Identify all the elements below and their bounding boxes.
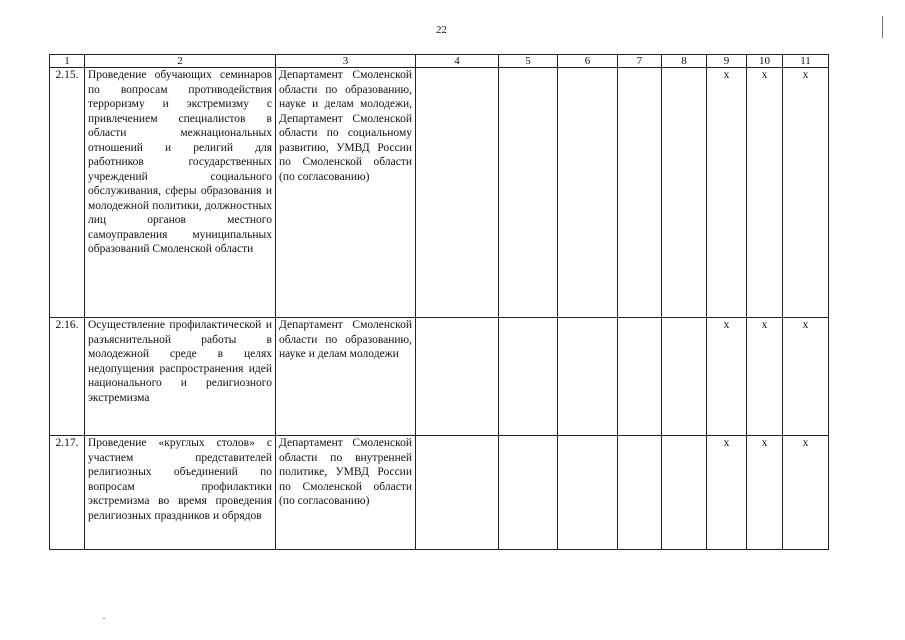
cell-col-5 — [499, 436, 558, 550]
column-header: 4 — [416, 55, 499, 68]
scan-speck — [103, 618, 105, 619]
cell-col-7 — [618, 436, 662, 550]
responsible-executor: Департамент Смоленской области по образованию, науке и делам молодежи — [276, 318, 416, 436]
column-header: 3 — [276, 55, 416, 68]
column-header: 2 — [85, 55, 276, 68]
event-description: Проведение обучающих семинаров по вопросам противодействия терроризму и экстремизму с привлечением специалистов в области межнациональных отношений и религий для работников государственных учреждений социального обслуживания, сферы образования и молодежной политики, должностных лиц органов местного самоуправления муниципальных образований Смоленской области — [85, 68, 276, 318]
table-row — [50, 318, 829, 436]
page-number: 22 — [436, 24, 447, 36]
cell-col-5 — [499, 318, 558, 436]
cell-col-10: х — [747, 68, 783, 318]
cell-col-4 — [416, 436, 499, 550]
cell-col-4 — [416, 318, 499, 436]
column-header: 9 — [707, 55, 747, 68]
column-header: 1 — [50, 55, 85, 68]
cell-col-7 — [618, 318, 662, 436]
table-header-row — [50, 55, 829, 68]
column-header: 6 — [558, 55, 618, 68]
responsible-executor: Департамент Смоленской области по внутренней политике, УМВД России по Смоленской области (по согласованию) — [276, 436, 416, 550]
column-header: 10 — [747, 55, 783, 68]
cell-col-7 — [618, 68, 662, 318]
cell-col-6 — [558, 436, 618, 550]
event-description: Проведение «круглых столов» с участием представителей религиозных объединений по вопросам профилактики экстремизма во время проведения религиозных праздников и обрядов — [85, 436, 276, 550]
table-row — [50, 436, 829, 550]
cell-col-9: х — [707, 68, 747, 318]
row-number: 2.15. — [50, 68, 85, 318]
row-number: 2.16. — [50, 318, 85, 436]
cell-col-6 — [558, 68, 618, 318]
cell-col-8 — [662, 318, 707, 436]
cell-col-5 — [499, 68, 558, 318]
cell-col-4 — [416, 68, 499, 318]
cell-col-9: х — [707, 318, 747, 436]
responsible-executor: Департамент Смоленской области по образованию, науке и делам молодежи, Департамент Смоленской области по социальному развитию, УМВД России по Смоленской области (по согласованию) — [276, 68, 416, 318]
row-number: 2.17. — [50, 436, 85, 550]
cell-col-10: х — [747, 318, 783, 436]
cell-col-6 — [558, 318, 618, 436]
cell-col-10: х — [747, 436, 783, 550]
cell-col-11: х — [783, 436, 829, 550]
event-description: Осуществление профилактической и разъяснительной работы в молодежной среде в целях недопущения распространения идей национального и религиозного экстремизма — [85, 318, 276, 436]
table-row — [50, 68, 829, 318]
cell-col-11: х — [783, 318, 829, 436]
cell-col-9: х — [707, 436, 747, 550]
column-header: 11 — [783, 55, 829, 68]
cell-col-8 — [662, 436, 707, 550]
scan-edge-mark — [882, 16, 883, 38]
column-header: 8 — [662, 55, 707, 68]
activity-plan-table — [49, 54, 829, 550]
cell-col-8 — [662, 68, 707, 318]
column-header: 5 — [499, 55, 558, 68]
cell-col-11: х — [783, 68, 829, 318]
column-header: 7 — [618, 55, 662, 68]
